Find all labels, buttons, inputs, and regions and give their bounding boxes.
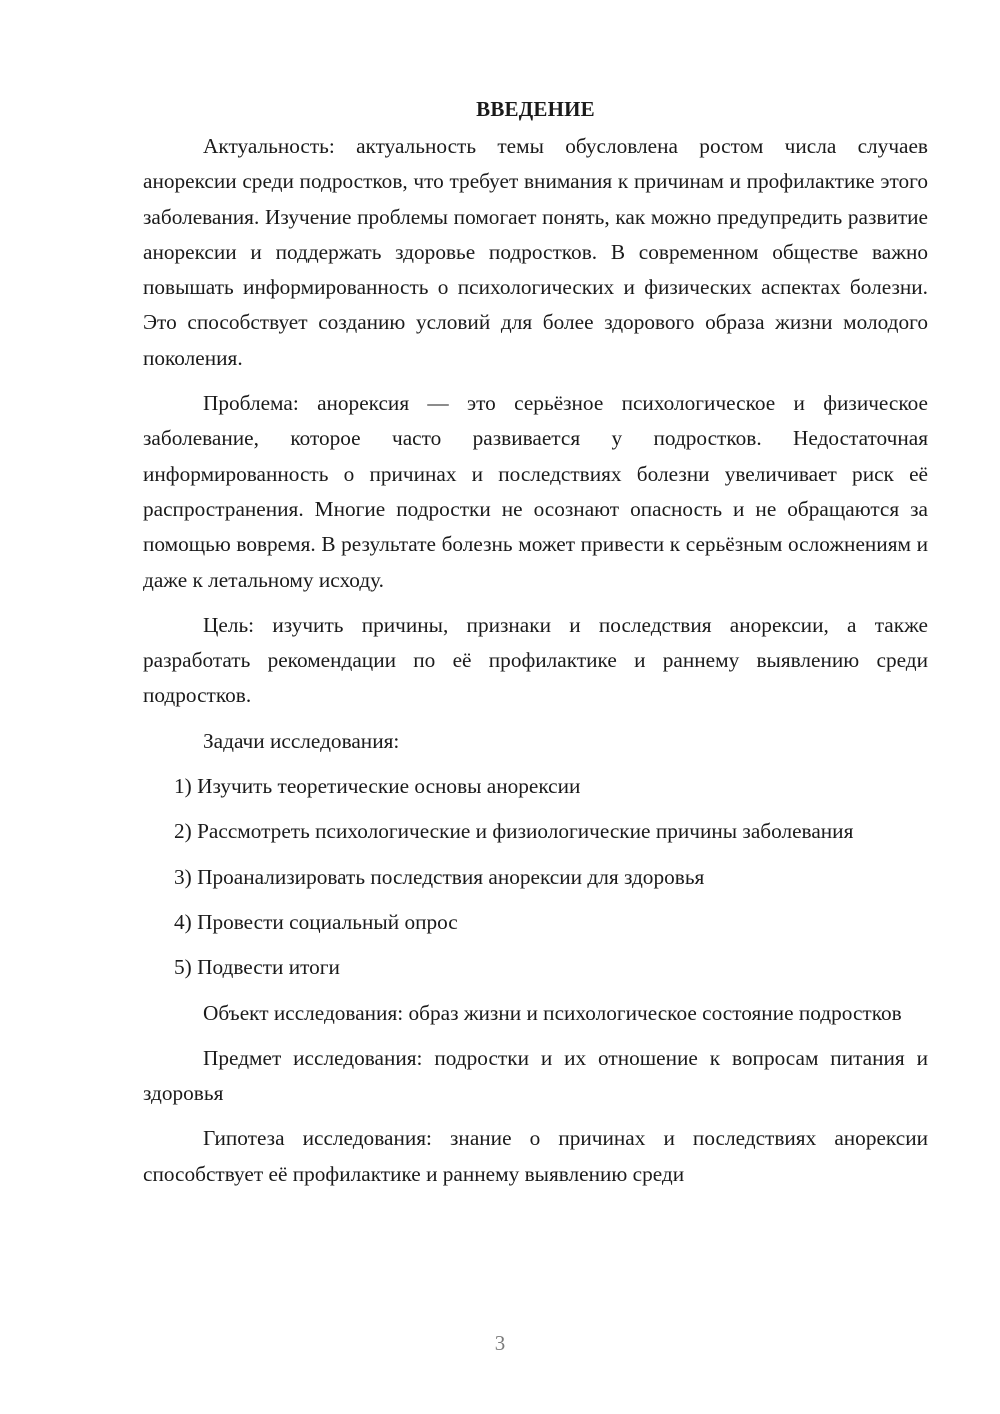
paragraph-problem: Проблема: анорексия — это серьёзное психологическое и физическое заболевание, которое часто развивается у подростков. Недостаточная информированность о причинах и последствиях болезни увеличивает риск её распространения. Многие подростки не осознают опасность и не обращаются за помощью вовремя. В результате болезнь может привести к серьёзным осложнениям и даже к летальному исходу. <box>143 391 928 592</box>
paragraph-goal: Цель: изучить причины, признаки и последствия анорексии, а также разработать рекомендации по её профилактике и раннему выявлению среди подростков. <box>143 612 928 708</box>
task-item: 4) Провести социальный опрос <box>174 909 458 934</box>
page-number: 3 <box>494 1331 506 1355</box>
page-content <box>143 92 928 1202</box>
section-heading: ВВЕДЕНИЕ <box>476 97 595 121</box>
task-item: 5) Подвести итоги <box>174 955 340 980</box>
task-item: 1) Изучить теоретические основы анорексии <box>174 774 581 799</box>
tasks-heading: Задачи исследования: <box>203 728 400 753</box>
paragraph-object: Объект исследования: образ жизни и психологическое состояние подростков <box>203 1000 902 1025</box>
task-item: 2) Рассмотреть психологические и физиологические причины заболевания <box>174 819 854 844</box>
paragraph-subject: Предмет исследования: подростки и их отношение к вопросам питания и здоровья <box>143 1045 928 1106</box>
task-item: 3) Проанализировать последствия анорексии для здоровья <box>174 864 705 889</box>
paragraph-hypothesis: Гипотеза исследования: знание о причинах и последствиях анорексии способствует её профилактике и раннему выявлению среди <box>143 1126 928 1186</box>
paragraph-relevance: Актуальность: актуальность темы обусловлена ростом числа случаев анорексии среди подростков, что требует внимания к причинам и профилактике этого заболевания. Изучение проблемы помогает понять, как можно предупредить развитие анорексии и поддержать здоровье подростков. В современном обществе важно повышать информированность о психологических и физических аспектах болезни. Это способствует созданию условий для более здорового образа жизни молодого поколения. <box>143 134 928 370</box>
